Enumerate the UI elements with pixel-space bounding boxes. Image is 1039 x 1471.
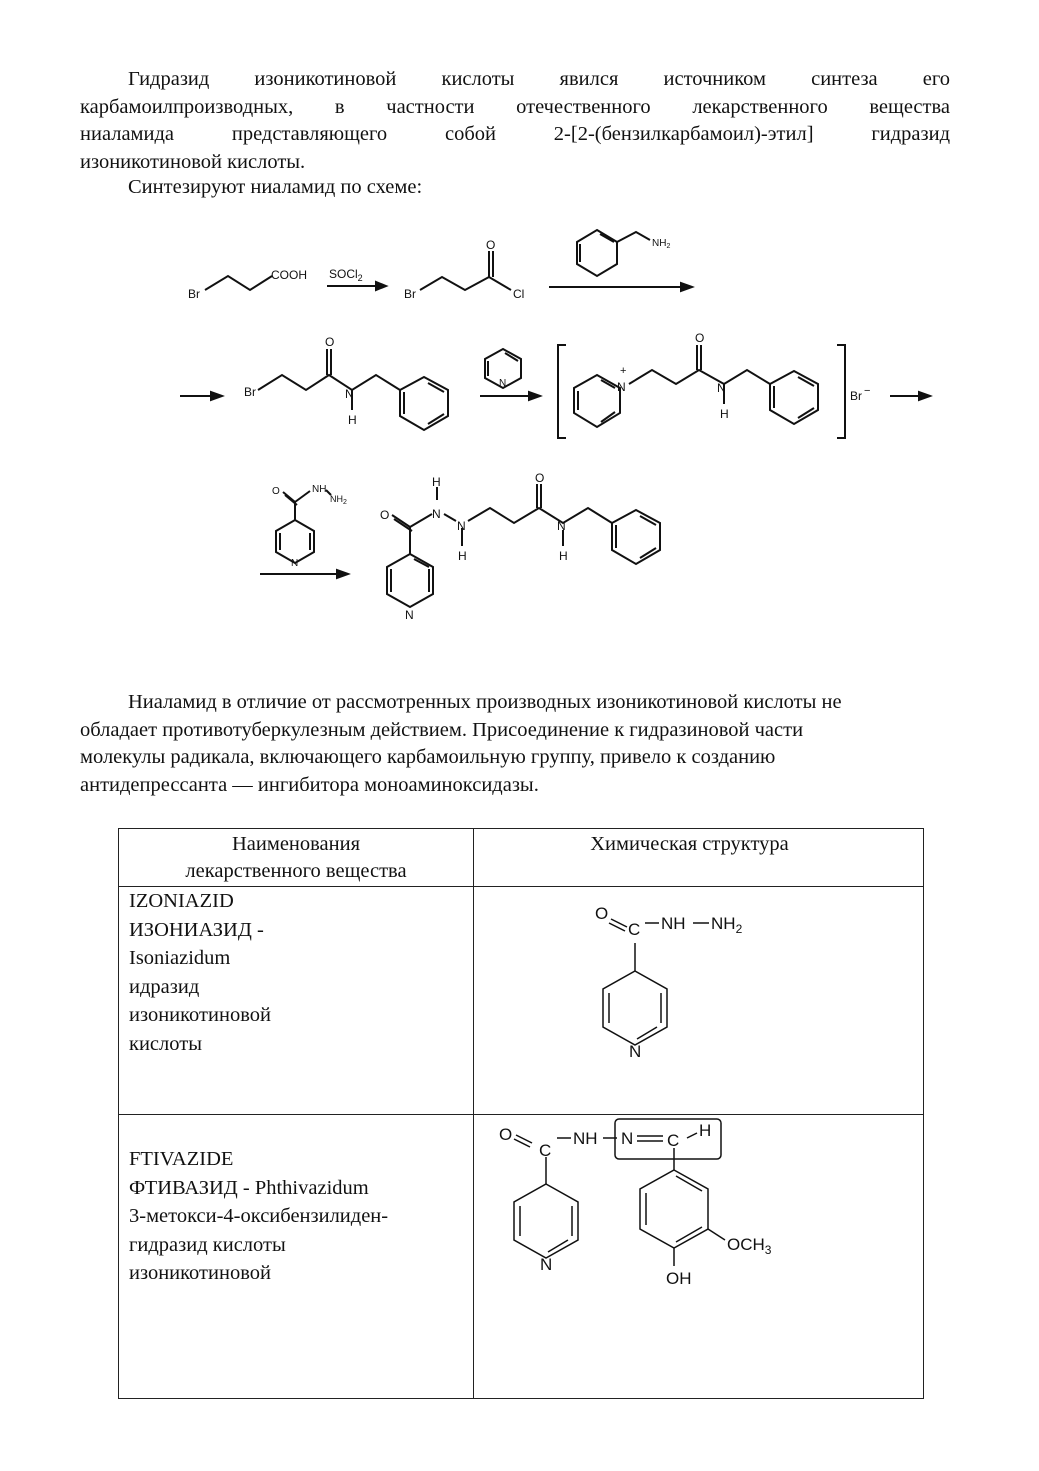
hydrogen-1-label: H <box>432 475 441 489</box>
hydrogen-label: H <box>699 1121 712 1140</box>
ring-nitrogen-label: N <box>540 1255 553 1274</box>
header-name-line-2: лекарственного вещества <box>185 860 407 882</box>
nh2-label: $NH_2$ <box>330 494 347 506</box>
hydrogen-label: H <box>348 413 357 427</box>
cooh-label: COOH <box>271 268 307 282</box>
header-name <box>119 831 473 885</box>
nitrogen-label: N <box>617 380 626 394</box>
arrow-2 <box>549 283 692 291</box>
imine-nitrogen-label: N <box>621 1129 634 1148</box>
phthivazide-structure <box>475 1116 915 1396</box>
arrow-1 <box>327 282 386 290</box>
intro-line-4: изоникотиновой кислоты. <box>80 150 306 173</box>
header-name-line-1: Наименования <box>231 833 361 855</box>
arrow-6 <box>260 570 348 578</box>
hydroxyl-label: OH <box>666 1269 692 1288</box>
nitrogen-2-label: N <box>457 519 466 533</box>
socl2-label: SOCl$_2$ <box>329 267 363 283</box>
oxygen-label: O <box>325 335 335 349</box>
arrow-4 <box>480 392 540 400</box>
nialamide-structure <box>380 471 660 622</box>
intro-line-3: ниаламида представляющего собой 2-[2-(бензилкарбамоил)-этил] гидразид <box>80 123 950 145</box>
oxygen-label: O <box>695 331 705 345</box>
row-1-name-line: Isoniazidum <box>129 947 231 969</box>
intro-line-1: Гидразид изоникотиновой кислоты явился источником синтеза его <box>128 68 950 90</box>
row-2-name-line: 3-метокси-4-оксибензилиден- <box>129 1205 389 1227</box>
methoxy-label: $OCH_3$ <box>727 1235 772 1257</box>
discussion-line-3: молекулы радикала, включающего карбамоильную группу, привело к созданию <box>80 746 776 768</box>
amide-nitrogen-label: N <box>717 381 726 395</box>
nh-label: NH <box>312 484 327 495</box>
row-2-name-line: FTIVAZIDE <box>129 1148 234 1170</box>
br-label: Br <box>404 287 416 301</box>
arrow-3 <box>180 392 222 400</box>
row-divider <box>119 1114 923 1115</box>
nitrogen-label: N <box>499 378 507 389</box>
nh2-label: $NH_2$ <box>711 914 743 936</box>
ring-nitrogen-label: N <box>291 558 299 569</box>
oxygen-1-label: O <box>380 508 390 522</box>
row-2-name-line: гидразид кислоты <box>129 1233 286 1256</box>
drug-structure-table <box>118 828 924 1399</box>
oxygen-label: O <box>595 904 609 923</box>
hydrogen-2-label: H <box>458 549 467 563</box>
discussion-line-4: антидепрессанта — ингибитора моноаминоксидазы. <box>80 773 539 796</box>
acid-chloride-structure <box>404 238 524 301</box>
hydrogen-label: H <box>720 407 729 421</box>
oxygen-label: O <box>272 486 280 497</box>
oxygen-label: O <box>499 1125 513 1144</box>
hydrogen-3-label: H <box>559 549 568 563</box>
isoniazid-structure <box>475 889 915 1113</box>
row-1-name-line: кислоты <box>129 1032 202 1055</box>
table-row-2-name <box>129 1145 469 1288</box>
scheme-caption: Синтезируют ниаламид по схеме: <box>128 176 423 198</box>
ring-nitrogen-label: N <box>629 1042 642 1061</box>
plus-charge: + <box>620 365 627 377</box>
row-1-name-line: IZONIAZID <box>129 890 234 912</box>
imine-carbon-label: C <box>667 1131 680 1150</box>
row-2-name-line: ФТИВАЗИД - Phthivazidum <box>129 1176 369 1199</box>
pyridine-structure <box>485 349 521 389</box>
nialamide-synthesis-scheme <box>0 215 1039 655</box>
amide-nitrogen-label: N <box>557 519 566 533</box>
carbon-label: C <box>539 1141 552 1160</box>
row-1-name-line: изоникотиновой <box>129 1004 271 1026</box>
bromopropanoic-acid-structure <box>188 268 307 301</box>
bromo-amide-structure <box>244 335 448 430</box>
oxygen-label: O <box>486 238 496 252</box>
discussion-line-1: Ниаламид в отличие от рассмотренных производных изоникотиновой кислоты не <box>128 691 842 713</box>
pyridinium-salt-structure <box>558 331 870 438</box>
ring-nitrogen-label: N <box>405 608 414 622</box>
row-1-name-line: ИЗОНИАЗИД - <box>129 918 264 941</box>
row-2-name-line: изоникотиновой <box>129 1262 271 1284</box>
nh-label: NH <box>573 1129 598 1148</box>
cl-label: Cl <box>513 287 525 301</box>
arrow-5 <box>890 392 930 400</box>
isoniazid-reagent-structure <box>272 484 347 569</box>
nh-label: NH <box>661 914 686 933</box>
row-1-name-line: идразид <box>129 975 200 998</box>
benzylamine-structure <box>577 230 670 276</box>
br-label: Br <box>244 385 256 399</box>
carbon-label: C <box>628 920 641 939</box>
br-label: Br <box>188 287 200 301</box>
minus-charge: − <box>864 385 871 397</box>
nh2-label: $NH_2$ <box>652 238 671 250</box>
table-row-1-name <box>129 887 469 1058</box>
header-structure: Химическая структура <box>590 833 789 855</box>
bromide-counterion: Br <box>850 389 862 403</box>
nitrogen-1-label: N <box>432 507 441 521</box>
oxygen-2-label: O <box>535 471 545 485</box>
discussion-line-2: обладает противотуберкулезным действием. Присоединение к гидразиновой части <box>80 718 804 741</box>
intro-line-2: карбамоилпроизводных, в частности отечественного лекарственного вещества <box>80 95 950 118</box>
nitrogen-label: N <box>345 387 354 401</box>
